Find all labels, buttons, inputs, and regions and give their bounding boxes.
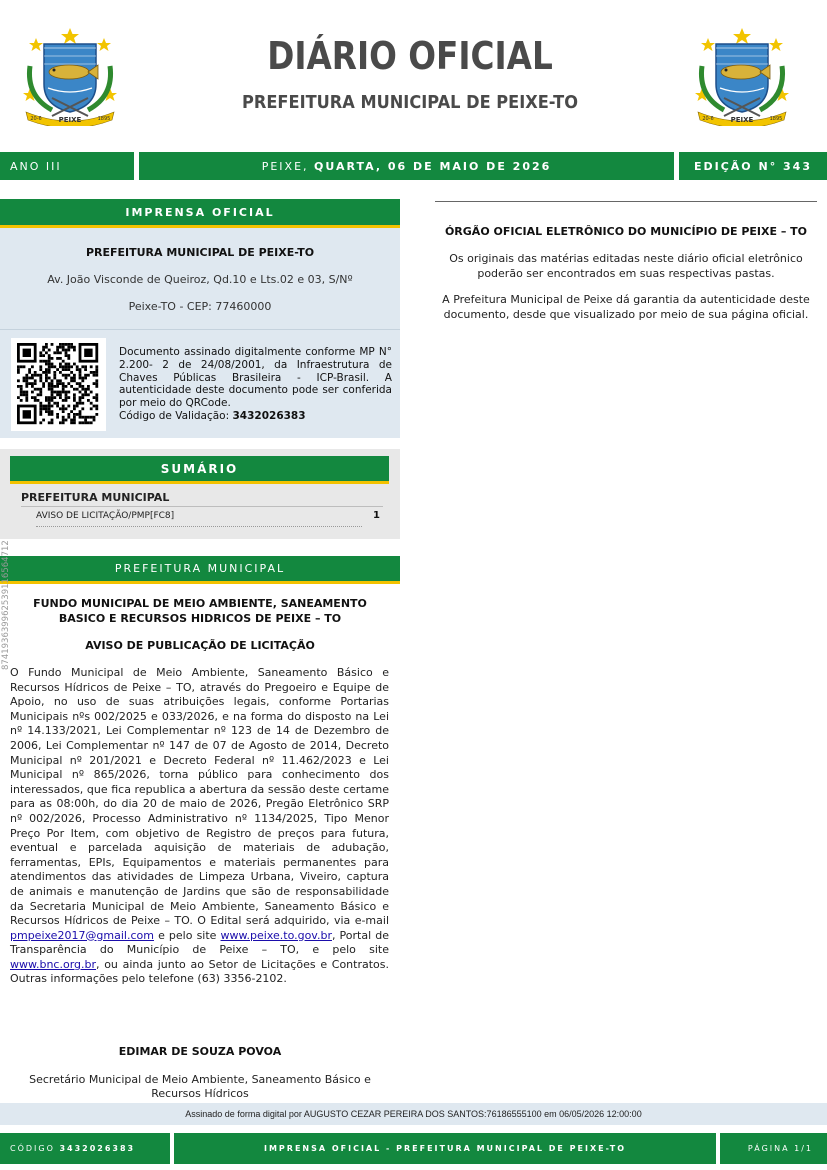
bnc-site-link[interactable]: www.bnc.org.br — [10, 957, 97, 971]
signer-name: EDIMAR DE SOUZA POVOA — [118, 1045, 282, 1058]
digital-signature-stamp: Assinado de forma digital por AUGUSTO CEZAR PEREIRA DOS SANTOS:76186555100 em 06/05/2026 12:00:00 — [0, 1103, 827, 1125]
footer-page-label: PÁGINA 1/1 — [720, 1133, 827, 1164]
right-column-rule — [435, 201, 817, 202]
municipal-crest-left — [22, 26, 118, 126]
summary-header-underline — [10, 481, 389, 484]
svg-text:PEIXE: PEIXE — [58, 116, 82, 124]
svg-text:1895: 1895 — [769, 116, 783, 122]
imprensa-divider — [0, 329, 400, 330]
year-label: ANO III — [0, 152, 134, 180]
email-link[interactable]: pmpeixe2017@gmail.com — [10, 928, 154, 942]
publication-body: O Fundo Municipal de Meio Ambiente, Saneamento Básico e Recursos Hídricos de Peixe – TO, através do Pregoeiro e Equipe de Apoio, no uso de suas atribuições legais, conforme Portarias Municipais nºs 002/2025 e 033/2026, e na forma do disposto na Lei nº 14.133/2021, Lei Complementar nº 123 de 14 de Dezembro de 2006, Lei Complementar nº 147 de 07 de Agosto de 2014, Decreto Municipal nº 201/2021 e Decreto Federal nº 11.462/2023 e Lei Municipal nº 865/2026, torna público para conhecimento dos interessados, que fica republica a abertura da sessão deste certame para as 08:00h, do dia 20 de maio de 2026, Pregão Eletrônico SRP nº 002/2026, Processo Administrativo nº 1134/2025, Tipo Menor Preço Por Item, com objetivo de Registro de preços para futura, eventual e parcelada aquisição de materiais de adubação, ferramentas, EPIs, Equipamentos e materiais permanentes para atendimentos das atividades de Limpeza Urbana, Viveiro, captura de animais e manutenção de Jardins que são de responsabilidade da Secretaria Municipal de Meio Ambiente, Saneamento Básico e Recursos Hídricos de Peixe – TO. O Edital será adquirido, via e-mail pmpeixe2017@gmail.com e pelo site www.peixe.to.gov.br, Portal de Transparência do Município de Peixe – TO, e pelo site www.bnc.org.br, ou ainda junto ao Setor de Licitações e Contratos. Outras informações pelo telefone (63) 3356-2102. — [10, 666, 389, 986]
imprensa-name: PREFEITURA MUNICIPAL DE PEIXE-TO — [85, 246, 315, 259]
right-column-paragraph-1: Os originais das matérias editadas neste diário oficial eletrônico poderão ser encontrados em suas respectivas pastas. — [449, 252, 803, 280]
imprensa-address: Av. João Visconde de Queiroz, Qd.10 e Lts.02 e 03, S/Nº — [47, 273, 353, 286]
summary-header: SUMÁRIO — [10, 456, 389, 481]
newspaper-title: DIÁRIO OFICIAL — [267, 34, 553, 78]
qr-code[interactable] — [11, 338, 106, 431]
publication-entity: FUNDO MUNICIPAL DE MEIO AMBIENTE, SANEAMENTO BASICO E RECURSOS HIDRICOS DE PEIXE – TO — [33, 597, 367, 625]
municipal-crest-right — [694, 26, 790, 126]
signer-role: Secretário Municipal de Meio Ambiente, Saneamento Básico e Recursos Hídricos — [29, 1073, 371, 1100]
date-bar — [139, 152, 674, 180]
footer-code: CÓDIGO 3432026383 — [0, 1133, 170, 1164]
section-header-underline — [0, 581, 400, 584]
newspaper-subtitle: PREFEITURA MUNICIPAL DE PEIXE-TO — [242, 92, 578, 113]
section-header-prefeitura: PREFEITURA MUNICIPAL — [0, 556, 400, 581]
svg-text:1895: 1895 — [97, 116, 111, 122]
svg-text:20-6: 20-6 — [702, 116, 714, 122]
validation-label: Código de Validação: — [119, 409, 230, 422]
summary-divider — [21, 506, 383, 507]
validation-code: 3432026383 — [232, 409, 306, 422]
imprensa-cep: Peixe-TO - CEP: 77460000 — [128, 300, 272, 313]
edition-label: EDIÇÃO N° 343 — [679, 152, 827, 180]
svg-text:20-6: 20-6 — [30, 116, 42, 122]
vertical-document-code: 874193639962539116564712 — [1, 540, 11, 670]
imprensa-header: IMPRENSA OFICIAL — [0, 199, 400, 225]
footer-center-label: IMPRENSA OFICIAL - PREFEITURA MUNICIPAL DE PEIXE-TO — [174, 1133, 716, 1164]
right-column-paragraph-2: A Prefeitura Municipal de Peixe dá garantia da autenticidade deste documento, desde que visualizado por meio de sua página oficial. — [442, 293, 810, 321]
publication-title: AVISO DE PUBLICAÇÃO DE LICITAÇÃO — [85, 639, 315, 652]
summary-dotted-line — [36, 526, 362, 527]
svg-text:PEIXE: PEIXE — [730, 116, 754, 124]
place-label: PEIXE, — [261, 159, 309, 173]
right-column-title: ÓRGÃO OFICIAL ELETRÔNICO DO MUNICÍPIO DE PEIXE – TO — [444, 225, 808, 238]
date-label: QUARTA, 06 DE MAIO DE 2026 — [314, 159, 552, 173]
summary-item-page: 1 — [373, 510, 380, 521]
digital-signature-note: Documento assinado digitalmente conforme MP N° 2.200- 2 de 24/08/2001, da Infraestrutura de Chaves Públicas Brasileira - ICP-Brasil. A autenticidade deste documento pode ser conferida por meio do QRCode. Código de Validação: 3432026383 — [119, 346, 392, 422]
summary-item-link[interactable]: AVISO DE LICITAÇÃO/PMP[FC8] — [36, 511, 175, 521]
summary-section-title: PREFEITURA MUNICIPAL — [21, 491, 170, 504]
peixe-site-link[interactable]: www.peixe.to.gov.br — [220, 928, 332, 942]
